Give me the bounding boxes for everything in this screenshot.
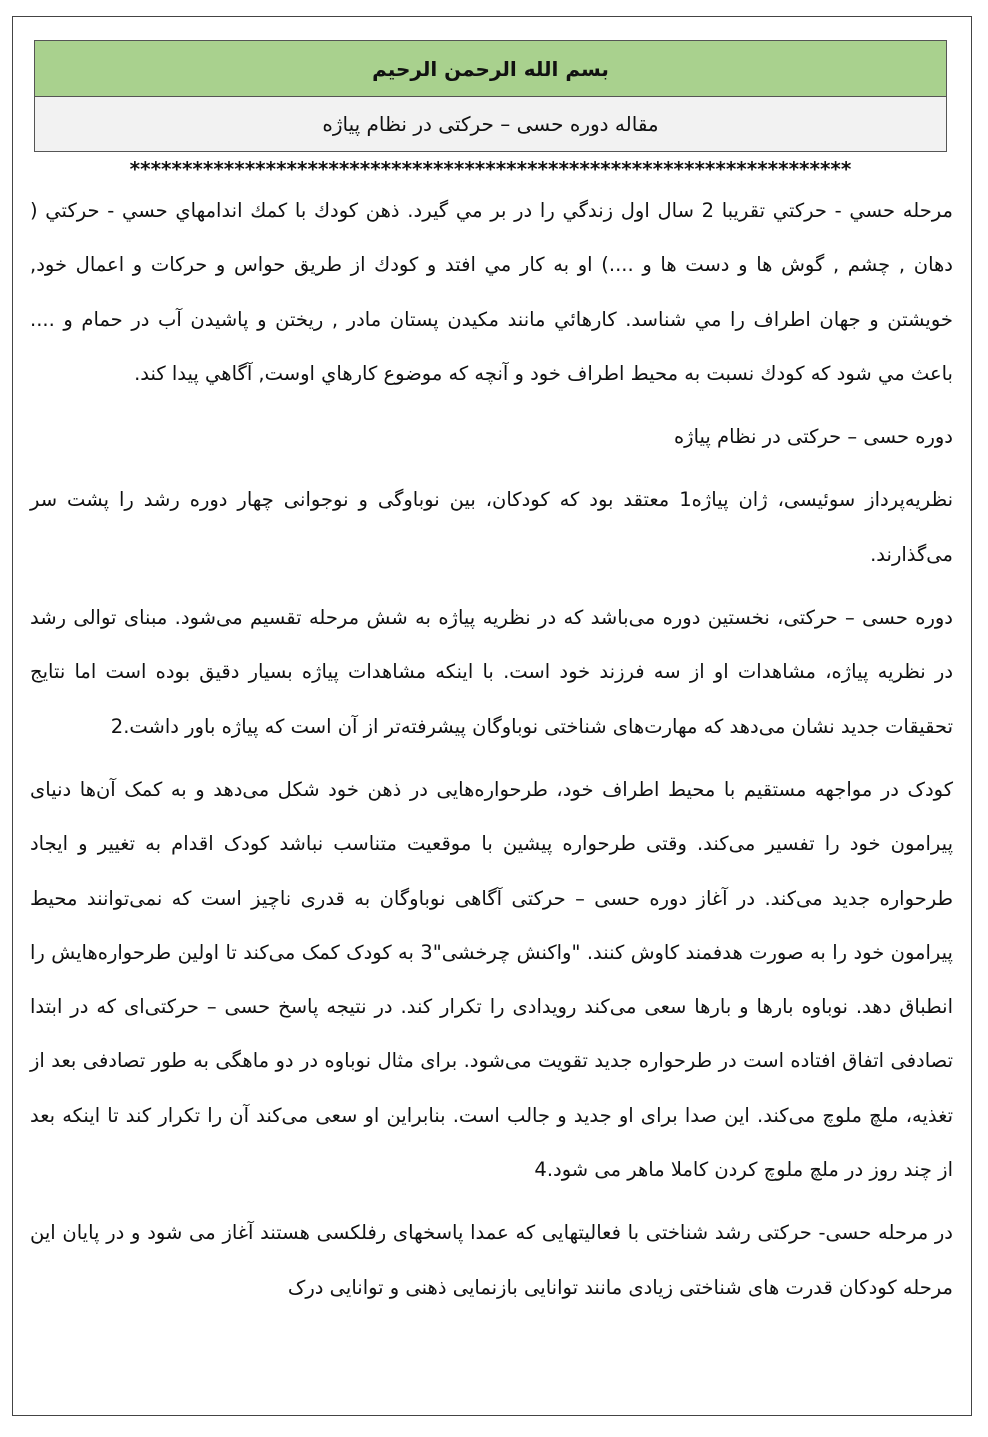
- basmala-row: [35, 41, 946, 97]
- paragraph-first-period: دوره حسی – حرکتی، نخستین دوره می‌باشد که در نظریه پیاژه به شش مرحله تقسیم می‌شود. مبنای توالی رشد در نظریه پیاژه، مشاهدات او از سه فرزند خود است. با اینکه مشاهدات پیاژه بسیار دقیق بوده است اما نتایج تحقیقات جدید نشان می‌دهد که مهارت‌های شناختی نوباوگان پیشرفته‌تر از آن است که پیاژه باور داشت.2: [30, 606, 953, 738]
- article-title: مقاله دوره حسی – حرکتی در نظام پیاژه: [322, 112, 659, 136]
- basmala-text: بسم الله الرحمن الرحيم: [372, 56, 609, 81]
- paragraph-theorist: نظریه‌پرداز سوئیسی، ژان پیاژه1 معتقد بود که کودکان، بین نوباوگی و نوجوانی چهار دوره رشد را پشت سر می‌گذارند.: [30, 488, 953, 566]
- paragraph-schemas: کودک در مواجهه مستقیم با محیط اطراف خود، طرحواره‌هایی در ذهن خود شکل می‌دهد و به کمک آن‌ها دنیای پیرامون خود را تفسیر می‌کند. وقتی طرحواره پیشین با موقعیت متناسب نباشد کودک اقدام به تغییر و ایجاد طرحواره جدید می‌کند. در آغاز دوره حسی – حرکتی آگاهی نوباوگان به قدری ناچیز است که نمی‌توانند محیط پیرامون خود را به صورت هدفمند کاوش کنند. "واکنش چرخشی"3 به کودک کمک می‌کند تا اولین طرحواره‌هایش را انطباق دهد. نوباوه بارها و بارها سعی می‌کند رویدادی را تکرار کند. در نتیجه پاسخ حسی – حرکتی‌ای که در ابتدا تصادفی اتفاق افتاده است در طرحواره جدید تقویت می‌شود. برای مثال نوباوه در دو ماهگی به طور تصادفی بعد از تغذیه، ملچ ملوچ می‌کند. این صدا برای او جدید و جالب است. بنابراین او سعی می‌کند آن را تکرار کند تا اینکه بعد از چند روز در ملچ ملوچ کردن کاملا ماهر می شود.4: [30, 777, 953, 1182]
- paragraph-cognitive-growth: در مرحله حسی- حرکتی رشد شناختی با فعالیتهایی که عمدا پاسخهای رفلکسی هستند آغاز می شود و در پایان این مرحله کودکان قدرت های شناختی زیادی مانند توانایی بازنمایی ذهنی و توانایی درک: [30, 1221, 953, 1299]
- section-heading: دوره حسی – حرکتی در نظام پیاژه: [673, 425, 953, 449]
- paragraph-intro: مرحله حسي - حركتي تقريبا 2 سال اول زندگي را در بر مي گيرد. ذهن كودك با كمك اندامهاي حسي - حركتي ( دهان , چشم , گوش ها و دست ها و ....) او به كار مي افتد و كودك از طريق حواس و حركات و اعمال خود, خويشتن و جهان اطراف را مي شناسد. كارهائي مانند مكيدن پستان مادر , ريختن و پاشيدن آب در حمام و .... باعث مي شود كه كودك نسبت به محيط اطراف خود و آنچه كه موضوع كارهاي اوست, آگاهي پيدا كند.: [30, 199, 953, 385]
- title-table: [34, 40, 947, 152]
- article-body: [30, 184, 953, 1315]
- article-title-row: [35, 97, 946, 151]
- star-separator: *********************************************************************: [129, 157, 852, 181]
